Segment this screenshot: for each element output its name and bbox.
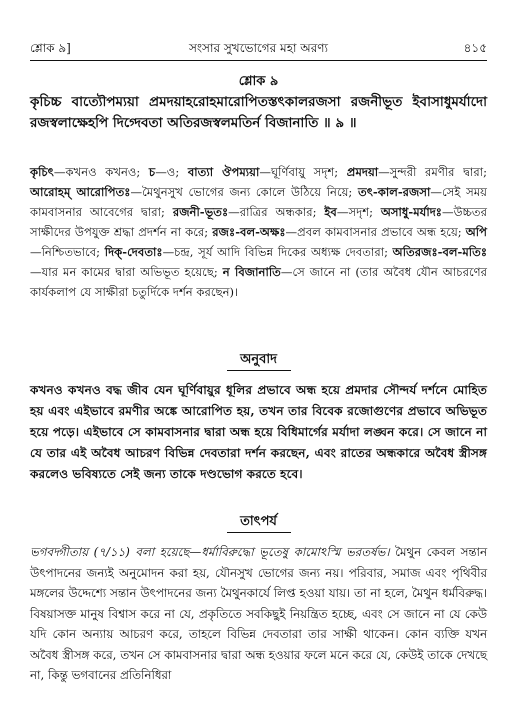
synonym-term: রজঃ-বল-অক্ষঃ xyxy=(212,225,286,239)
synonym-term: প্রমদয়া xyxy=(346,165,379,179)
synonym-meaning: চন্দ্র, সূর্য আদি বিভিন্ন দিকের অধ্যক্ষ দেবতারা; xyxy=(174,245,393,259)
purport-heading: তাৎপর্য xyxy=(240,514,277,529)
synonym-term: তৎ-কাল-রজসা xyxy=(358,185,431,199)
purport-text: মৈথুন কেবল সন্তান উৎপাদনের জন্যই অনুমোদন করা হয়, যৌনসুখ ভোগের জন্য নয়। পরিবার, সমাজ এবং পৃথিবীর মঙ্গলের উদ্দেশ্যে সন্তান উৎপাদনের জন্য মৈথুনকার্যে লিপ্ত হওয়া যায়। তা না হলে, মৈথুন ধর্মবিরুদ্ধ। বিষয়াসক্ত মানুষ বিশ্বাস করে না যে, প্রকৃতিতে সবকিছুই নিয়ন্ত্রিত হচ্ছে, এবং সে জানে না যে কেউ যদি কোন অন্যায় আচরণ করে, তাহলে বিভিন্ন দেবতারা তার সাক্ষী থাকেন। কোন ব্যক্তি যখন অবৈধ স্ত্রীসঙ্গ করে, তখন সে কামবাসনার দ্বারা অন্ধ হওয়ার ফলে মনে করে যে, কেউই তাকে দেখছে না, কিন্তু ভগবানের প্রতিনিধিরা xyxy=(30,545,487,682)
verse-text: কৃচিচ্চ বাত্যৌপম্যয়া প্রমদয়াহরোহমারোপিতস্তৎকালরজসা রজনীভূত ইবাসাধুমর্যাদো রজস্বলাক্ষেহপি দিগ্দেবতা অতিরজস্বলমতির্ন বিজানাতি ॥ ৯ ॥ xyxy=(30,94,487,131)
synonym-term: দিক্-দেবতাঃ xyxy=(104,245,163,259)
synonym-term: আরোহম্ আরোপিতঃ xyxy=(30,185,131,199)
synonym-term: চ xyxy=(148,165,156,179)
synonym-meaning: মৈথুনসুখ ভোগের জন্য কোলে উঠিয়ে নিয়ে; xyxy=(142,185,359,199)
synonym-meaning: ও; xyxy=(166,165,188,179)
synonym-meaning: যার মন কামের দ্বারা অভিভূত হয়েছে; xyxy=(41,265,223,279)
synonym-meaning: ঘূর্ণিবায়ু সদৃশ; xyxy=(270,165,347,179)
header-rule xyxy=(30,60,487,61)
translation-heading: অনুবাদ xyxy=(240,352,277,367)
verse-heading: শ্লোক ৯ xyxy=(238,74,279,89)
purport-heading-rule xyxy=(227,532,291,533)
synonym-term: ন বিজানাতি xyxy=(222,265,281,279)
header-verse-ref: শ্লোক ৯] xyxy=(30,41,71,55)
synonym-term: কৃচিৎ xyxy=(30,165,54,179)
synonym-term: রজনী-ভূতঃ xyxy=(172,205,229,219)
purport-paragraph xyxy=(30,542,487,686)
translation-text: কখনও কখনও বদ্ধ জীব যেন ঘূর্ণিবায়ুর ধূলির প্রভাবে অন্ধ হয়ে প্রমদার সৌন্দর্য দর্শনে মোহিত হয় এবং এইভাবে রমণীর অঙ্কে আরোপিত হয়, তখন তার বিবেক রজোগুণের প্রভাবে অভিভূত হয়ে পড়ে। এইভাবে সে কামবাসনার দ্বারা অন্ধ হয়ে বিধিমার্গের মর্যাদা লঙ্ঘন করে। সে জানে না যে তার এই অবৈধ আচরণ বিভিন্ন দেবতারা দর্শন করছেন, এবং রাতের অন্ধকারে অবৈধ স্ত্রীসঙ্গ করলেও ভবিষ্যতে সেই জন্য তাকে দণ্ডভোগ করতে হবে। xyxy=(30,383,487,481)
synonym-term: বাত্যা ঔপম্যয়া xyxy=(187,165,260,179)
synonym-meaning: উচ্চতর সাক্ষীদের উপযুক্ত শ্রদ্ধা প্রদর্শন না করে; xyxy=(30,205,487,239)
synonym-meaning: প্রবল কামবাসনার প্রভাবে অন্ধ হয়ে; xyxy=(297,225,466,239)
synonym-term: অপি xyxy=(465,225,487,239)
synonym-meaning: কখনও কখনও; xyxy=(65,165,149,179)
synonym-meaning: সেই সময় কামবাসনার আবেগের দ্বারা; xyxy=(30,185,487,219)
synonym-meaning: সুন্দরী রমণীর দ্বারা; xyxy=(389,165,488,179)
synonym-meaning: রাত্রির অন্ধকার; xyxy=(239,205,325,219)
synonym-meaning: নিশ্চিতভাবে; xyxy=(41,245,105,259)
translation-heading-rule xyxy=(227,370,291,371)
synonym-term: ইব xyxy=(324,205,337,219)
synonym-meaning: সে জানে না (তার অবৈধ যৌন আচরণের কার্যকলাপ যে সাক্ষীরা চতুর্দিকে দর্শন করছেন)। xyxy=(30,265,487,299)
synonym-meaning: সদৃশ; xyxy=(348,205,381,219)
synonym-term: অতিরজঃ-বল-মতিঃ xyxy=(392,245,487,259)
purport-gita-quote: ভগবদ্গীতায় (৭/১১) বলা হয়েছে—ধর্মাবিরুদ্ধো ভূতেষু কামোঽস্মি ভরতর্ষভ। xyxy=(30,545,390,559)
header-chapter-title: সংসার সুখভোগের মহা অরণ্য xyxy=(188,41,329,55)
synonym-term: অসাধু-মর্যাদঃ xyxy=(380,205,442,219)
synonyms-paragraph: কৃচিৎ—কখনও কখনও; চ—ও; বাত্যা ঔপম্যয়া—ঘূর্ণিবায়ু সদৃশ; প্রমদয়া—সুন্দরী রমণীর দ্বারা; আরোহম্ আরোপিতঃ—মৈথুনসুখ ভোগের জন্য কোলে উঠিয়ে নিয়ে; তৎ-কাল-রজসা—সেই সময় কামবাসনার আবেগের দ্বারা; রজনী-ভূতঃ—রাত্রির অন্ধকার; ইব—সদৃশ; অসাধু-মর্যাদঃ—উচ্চতর সাক্ষীদের উপযুক্ত শ্রদ্ধা প্রদর্শন না করে; রজঃ-বল-অক্ষঃ—প্রবল কামবাসনার প্রভাবে অন্ধ হয়ে; অপি—নিশ্চিতভাবে; দিক্-দেবতাঃ—চন্দ্র, সূর্য আদি বিভিন্ন দিকের অধ্যক্ষ দেবতারা; অতিরজঃ-বল-মতিঃ—যার মন কামের দ্বারা অভিভূত হয়েছে; ন বিজানাতি—সে জানে না (তার অবৈধ যৌন আচরণের কার্যকলাপ যে সাক্ষীরা চতুর্দিকে দর্শন করছেন)। xyxy=(30,165,488,299)
running-header xyxy=(30,40,487,62)
page-number: ৪১৫ xyxy=(463,41,487,55)
